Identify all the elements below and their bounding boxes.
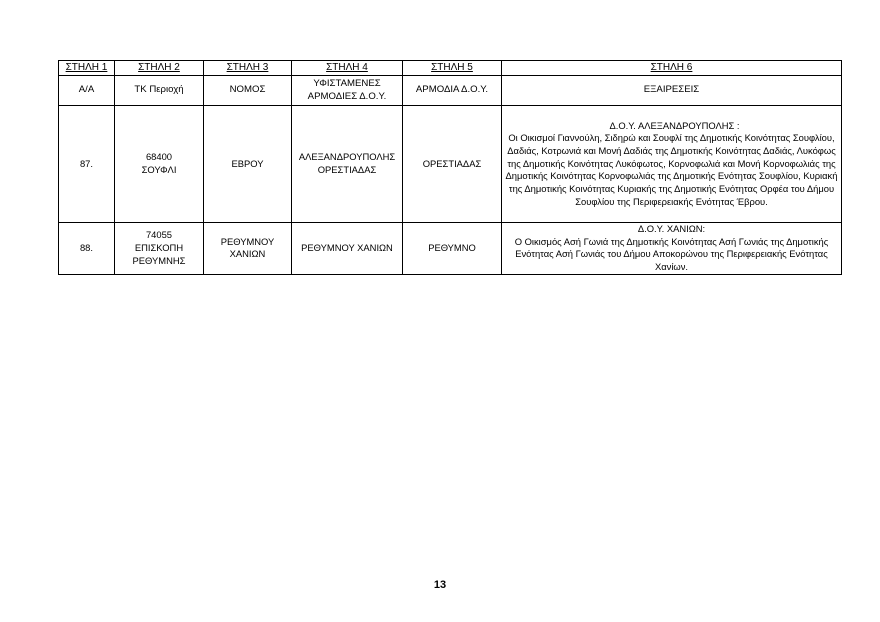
column-number-3: ΣΤΗΛΗ 3 <box>204 61 292 76</box>
cell-exceptions <box>502 106 842 223</box>
table-row <box>59 106 842 223</box>
header-existing-doy: ΥΦΙΣΤΑΜΕΝΕΣ ΑΡΜΟΔΙΕΣ Δ.Ο.Υ. <box>292 76 403 106</box>
cell-aa: 88. <box>59 223 115 275</box>
tk-area-name: ΣΟΥΦΛΙ <box>141 164 177 175</box>
cell-exceptions <box>502 223 842 275</box>
cell-existing-doy: ΡΕΘΥΜΝΟΥ ΧΑΝΙΩΝ <box>292 223 403 275</box>
tk-area-name: ΕΠΙΣΚΟΠΗ ΡΕΘΥΜΝΗΣ <box>132 242 186 266</box>
column-number-1: ΣΤΗΛΗ 1 <box>59 61 115 76</box>
cell-aa: 87. <box>59 106 115 223</box>
tk-code: 68400 <box>145 151 173 163</box>
cell-tk-area <box>115 106 204 223</box>
header-nomos: ΝΟΜΟΣ <box>204 76 292 106</box>
exception-doy: Δ.Ο.Υ. ΧΑΝΙΩΝ: <box>637 223 706 234</box>
exception-doy: Δ.Ο.Υ. ΑΛΕΞΑΝΔΡΟΥΠΟΛΗΣ : <box>609 119 740 131</box>
header-tk-area: ΤΚ Περιοχή <box>115 76 204 106</box>
tk-code: 74055 <box>145 229 173 241</box>
column-number-row <box>59 61 842 76</box>
header-competent-doy: ΑΡΜΟΔΙΑ Δ.Ο.Υ. <box>403 76 502 106</box>
column-number-5: ΣΤΗΛΗ 5 <box>403 61 502 76</box>
cell-existing-doy: ΑΛΕΞΑΝΔΡΟΥΠΟΛΗΣ ΟΡΕΣΤΙΑΔΑΣ <box>292 106 403 223</box>
page-number: 13 <box>433 579 447 591</box>
header-aa: Α/Α <box>59 76 115 106</box>
cell-tk-area <box>115 223 204 275</box>
cell-nomos: ΡΕΘΥΜΝΟΥ ΧΑΝΙΩΝ <box>204 223 292 275</box>
header-exceptions: ΕΞΑΙΡΕΣΕΙΣ <box>502 76 842 106</box>
cell-competent-doy: ΟΡΕΣΤΙΑΔΑΣ <box>403 106 502 223</box>
doy-table <box>58 60 842 275</box>
column-number-4: ΣΤΗΛΗ 4 <box>292 61 403 76</box>
table-row <box>59 223 842 275</box>
cell-competent-doy: ΡΕΘΥΜΝΟ <box>403 223 502 275</box>
exception-text: Οι Οικισμοί Γιαννούλη, Σιδηρώ και Σουφλί της Δημοτικής Κοινότητας Σουφλίου, Δαδιάς, Κοτρωνιά και Μονή Δαδιάς της Δημοτικής Κοινότητας Δαδιάς, Λυκόφως της Δημοτικής Κοινότητας Λυκόφωτος, Κορνοφωλιά και Μονή Κορνοφωλιάς της Δημοτικής Κοινότητας Κορνοφωλιάς της Δημοτικής Ενότητας Σουφλίου, Κυριακή της Δημοτικής Κοινότητας Κυριακής της Δημοτικής Ενότητας Ορφέα του Δήμου Σουφλίου της Περιφερειακής Ενότητας Έβρου. <box>505 132 838 207</box>
exception-text: Ο Οικισμός Ασή Γωνιά της Δημοτικής Κοινότητας Ασή Γωνιάς της Δημοτικής Ενότητας Ασή Γωνιάς του Δήμου Αποκορώνου της Περιφερειακής Ενότητας Χανίων. <box>514 235 829 273</box>
column-number-2: ΣΤΗΛΗ 2 <box>115 61 204 76</box>
column-number-6: ΣΤΗΛΗ 6 <box>502 61 842 76</box>
header-row <box>59 76 842 106</box>
cell-nomos: ΕΒΡΟΥ <box>204 106 292 223</box>
